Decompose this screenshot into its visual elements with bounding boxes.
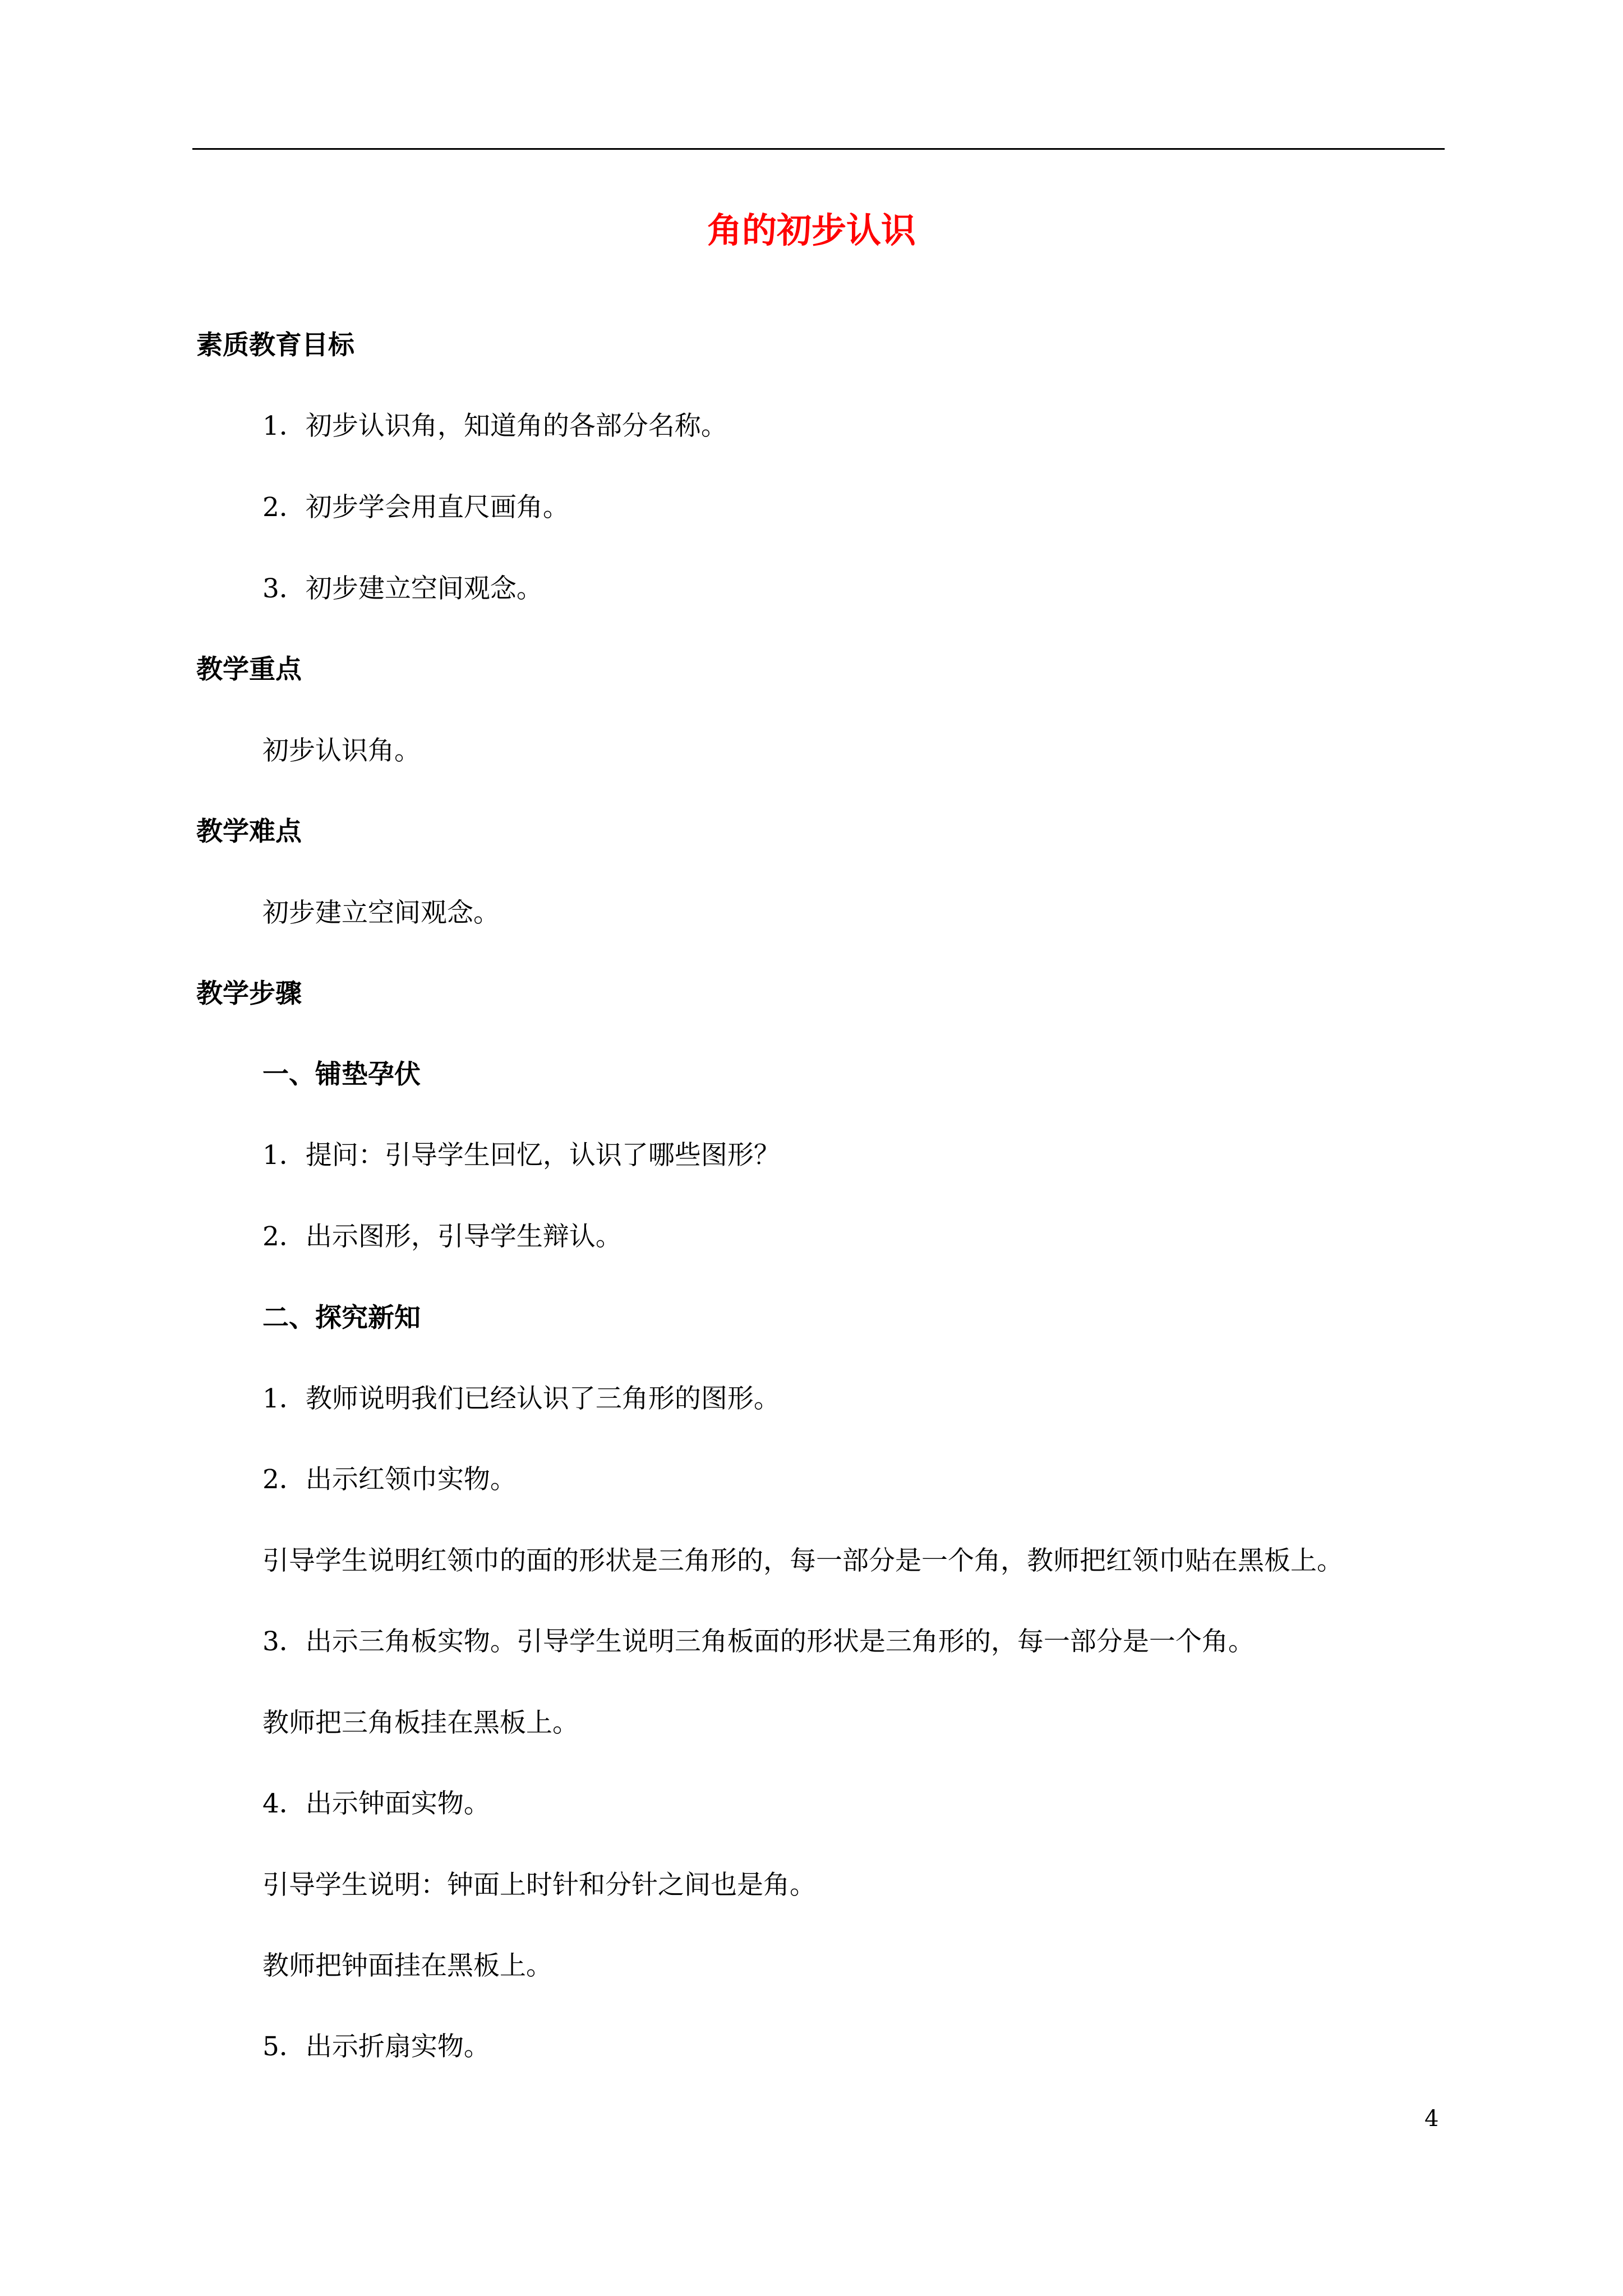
step-part2-line-4: 3．出示三角板实物。引导学生说明三角板面的形状是三角形的，每一部分是一个角。 [262, 1626, 1255, 1657]
document-title: 角的初步认识 [707, 210, 916, 251]
step-part1-line-1: 1．提问：引导学生回忆，认识了哪些图形？ [262, 1140, 780, 1171]
page-number: 4 [1424, 2106, 1439, 2132]
section-heading-steps: 教学步骤 [196, 978, 302, 1009]
step-part2-line-3: 引导学生说明红领巾的面的形状是三角形的，每一部分是一个角，教师把红领巾贴在黑板上。 [262, 1545, 1343, 1576]
step-part2-line-2: 2．出示红领巾实物。 [262, 1464, 517, 1495]
step-part2-line-7: 引导学生说明：钟面上时针和分针之间也是角。 [262, 1870, 816, 1901]
step-part2-line-6: 4．出示钟面实物。 [262, 1788, 490, 1819]
section-heading-key-point: 教学重点 [196, 654, 302, 685]
step-part2-line-5: 教师把三角板挂在黑板上。 [262, 1708, 579, 1738]
step-part2-line-9: 5．出示折扇实物。 [262, 2031, 490, 2062]
step-part2-heading: 二、探究新知 [262, 1303, 421, 1333]
step-part1-heading: 一、铺垫孕伏 [262, 1059, 421, 1090]
step-part1-line-2: 2．出示图形，引导学生辩认。 [262, 1221, 622, 1252]
goal-item-1: 1．初步认识角，知道角的各部分名称。 [262, 411, 727, 441]
header-rule [192, 148, 1445, 150]
section-heading-goals: 素质教育目标 [196, 330, 354, 361]
goal-item-2: 2．初步学会用直尺画角。 [262, 492, 569, 523]
step-part2-line-8: 教师把钟面挂在黑板上。 [262, 1950, 552, 1981]
difficulty-text: 初步建立空间观念。 [262, 898, 500, 928]
section-heading-difficulty: 教学难点 [196, 816, 302, 847]
goal-item-3: 3．初步建立空间观念。 [262, 573, 543, 604]
key-point-text: 初步认识角。 [262, 735, 421, 766]
step-part2-line-1: 1．教师说明我们已经认识了三角形的图形。 [262, 1383, 780, 1414]
